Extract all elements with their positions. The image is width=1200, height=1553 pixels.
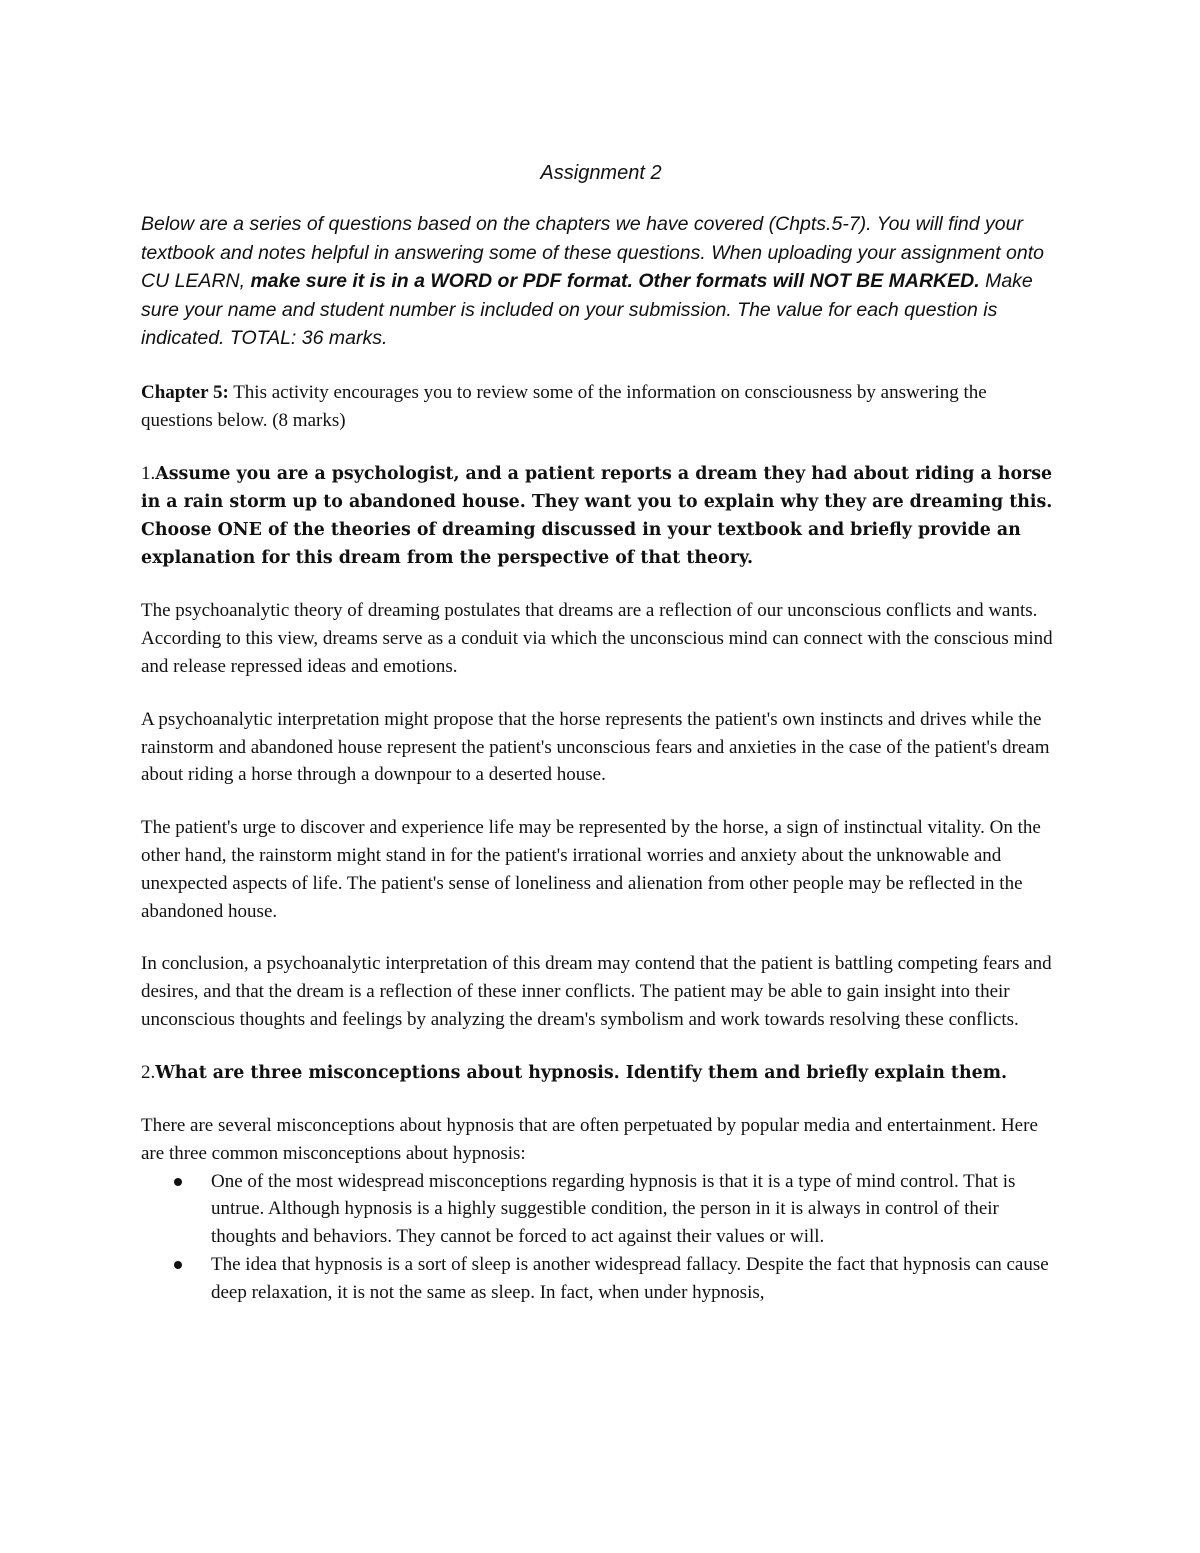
answer-1-paragraph-2: A psychoanalytic interpretation might propose that the horse represents the patient's own instincts and drives while the rainstorm and abandoned house represent the patient's unconscious fears and anxieties in the case of the patient's dream about riding a horse through a downpour to a deserted house. [141, 708, 1050, 786]
document-page [141, 160, 1061, 1307]
misconceptions-list [141, 1168, 1061, 1307]
answer-2-intro: There are several misconceptions about hypnosis that are often perpetuated by popular media and entertainment. Here are three common misconceptions about hypnosis: [141, 1114, 1038, 1164]
answer-1-paragraph-4: In conclusion, a psychoanalytic interpretation of this dream may contend that the patient is battling competing fears and desires, and that the dream is a reflection of these inner conflicts. The patient may be able to gain insight into their unconscious thoughts and feelings by analyzing the dream's symbolism and work towards resolving these conflicts. [141, 953, 1052, 1030]
assignment-instructions [141, 210, 1061, 353]
list-item [211, 1168, 1061, 1251]
answer-2 [141, 1112, 1061, 1307]
instructions-text-1: Below are a series of questions based on the chapters we have covered (Chpts.5-7). You will find your textbook and notes helpful in answering some of these questions. When uploading your assignment onto CU LEARN, [141, 213, 1044, 293]
question-2-number: 2. [141, 1061, 156, 1083]
chapter-5-intro [141, 379, 1061, 435]
list-item-text: The idea that hypnosis is a sort of sleep is another widespread fallacy. Despite the fact that hypnosis can cause deep relaxation, it is not the same as sleep. In fact, when under hypnosis, [211, 1253, 1049, 1303]
bullet-icon [174, 1178, 182, 1186]
question-2-text: What are three misconceptions about hypnosis. Identify them and briefly explain them. [155, 1062, 1008, 1083]
document-title: Assignment 2 [540, 162, 662, 184]
question-2 [141, 1059, 1061, 1087]
list-item-text: One of the most widespread misconceptions regarding hypnosis is that it is a type of mind control. That is untrue. Although hypnosis is a highly suggestible condition, the person in it is always in control of their thoughts and behaviors. They cannot be forced to act against their values or will. [211, 1170, 1016, 1248]
answer-1-paragraph-1: The psychoanalytic theory of dreaming postulates that dreams are a reflection of our unconscious conflicts and wants. According to this view, dreams serve as a conduit via which the unconscious mind can connect with the conscious mind and release repressed ideas and emotions. [141, 600, 1053, 677]
format-warning: make sure it is in a WORD or PDF format. Other formats will NOT BE MARKED. [250, 270, 980, 293]
bullet-icon [174, 1261, 182, 1269]
instructions-text-2: Make sure your name and student number is included on your submission. The value for each question is indicated. TOTAL: 36 marks. [141, 270, 1033, 350]
answer-1-paragraph-3: The patient's urge to discover and experience life may be represented by the horse, a sign of instinctual vitality. On the other hand, the rainstorm might stand in for the patient's irrational worries and anxiety about the unknowable and unexpected aspects of life. The patient's sense of loneliness and alienation from other people may be reflected in the abandoned house. [141, 817, 1041, 922]
chapter-5-label: Chapter 5: [141, 381, 229, 403]
question-1 [141, 460, 1061, 573]
question-1-number: 1. [141, 462, 156, 484]
chapter-5-description: This activity encourages you to review some of the information on consciousness by answering the questions below. (8 marks) [141, 381, 987, 431]
list-item [211, 1251, 1061, 1307]
question-1-text: Assume you are a psychologist, and a patient reports a dream they had about riding a horse in a rain storm up to abandoned house. They want you to explain why they are dreaming this. Choose ONE of the theories of dreaming discussed in your textbook and briefly provide an explanation for this dream from the perspective of that theory. [141, 463, 1053, 569]
